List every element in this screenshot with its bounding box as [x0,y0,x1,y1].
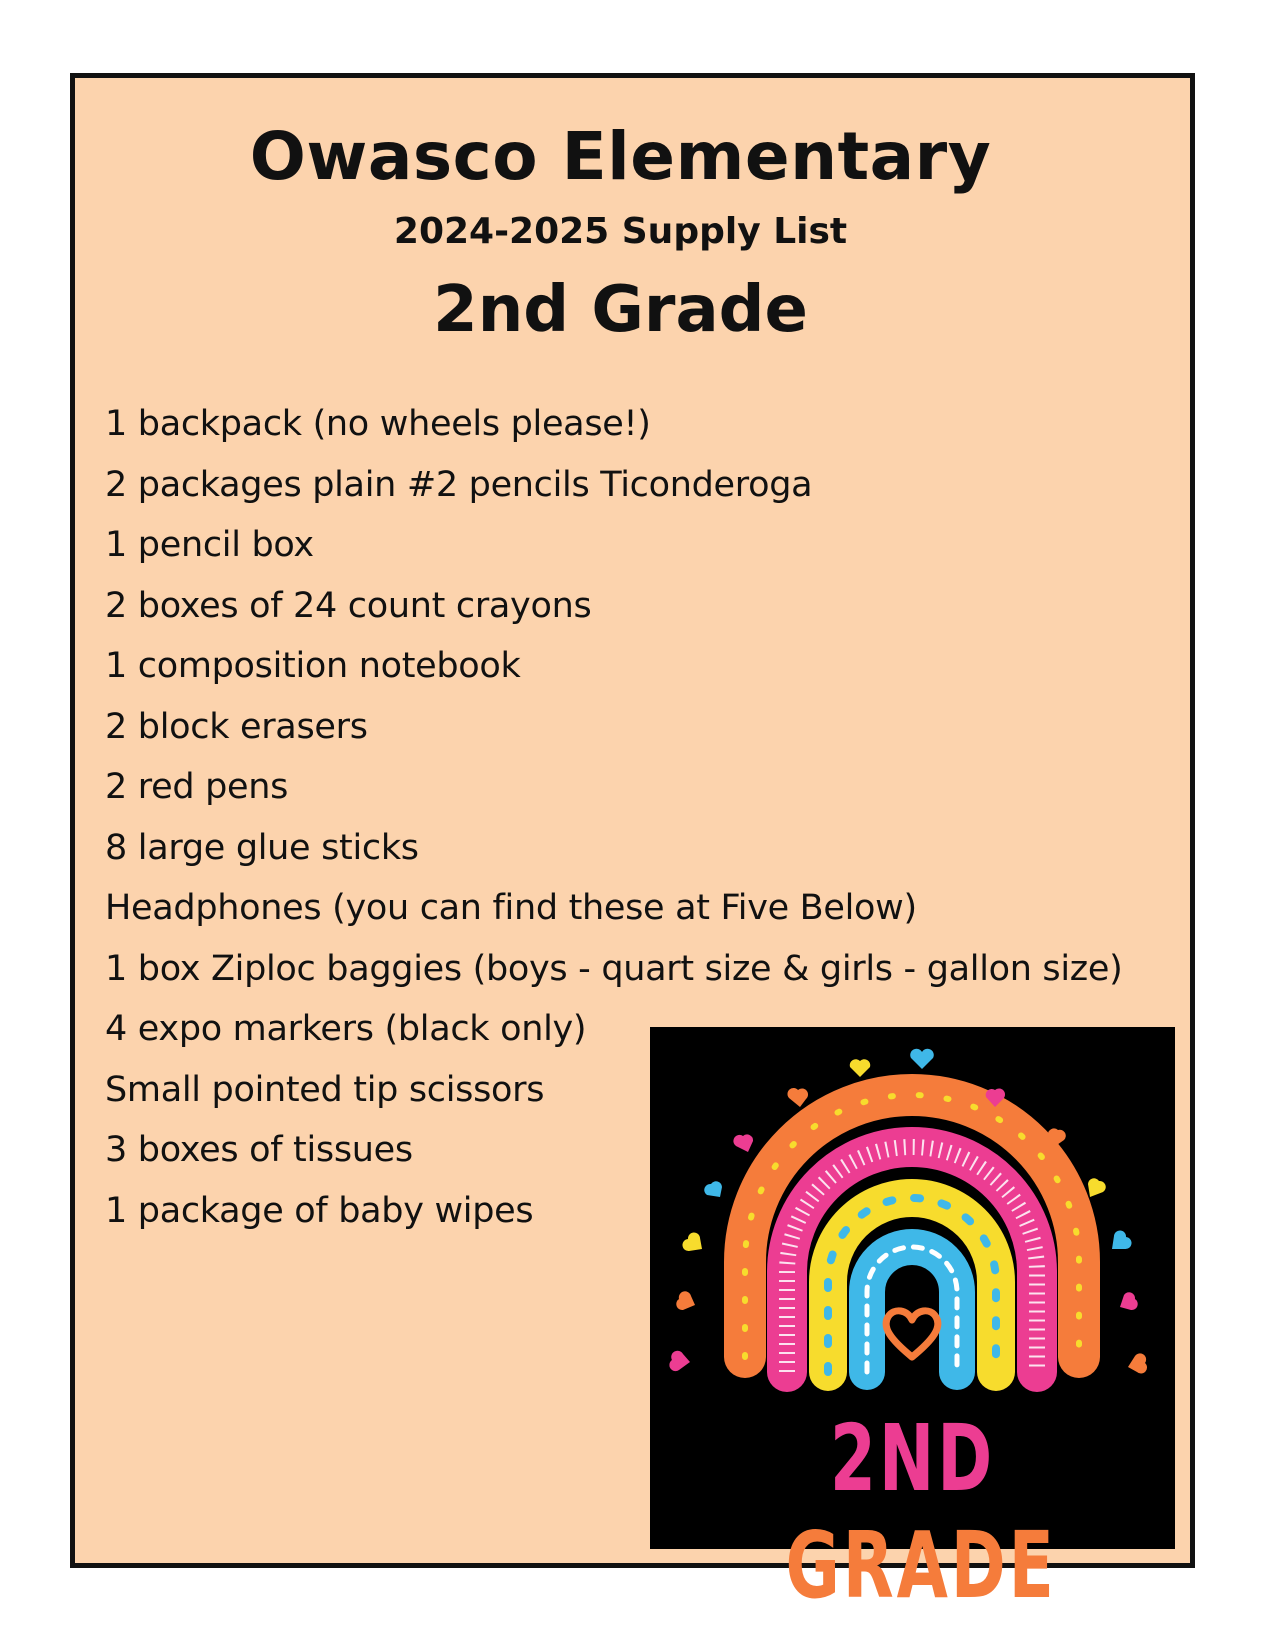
list-item: 4 expo markers (black only) [105,1009,587,1049]
rainbow-badge [650,1027,1175,1619]
list-item: 3 boxes of tissues [105,1130,413,1170]
grade-title: 2nd Grade [433,273,808,347]
list-item: Headphones (you can find these at Five Below) [105,888,917,928]
list-item: 1 backpack (no wheels please!) [105,404,651,444]
list-item: 2 packages plain #2 pencils Ticonderoga [105,464,813,505]
list-item: Small pointed tip scissors [105,1069,545,1110]
list-item: 2 block erasers [105,706,368,747]
list-item: 2 red pens [105,767,289,807]
list-item: 1 package of baby wipes [105,1190,534,1231]
list-item: 2 boxes of 24 count crayons [105,585,592,626]
list-item: 1 box Ziploc baggies (boys - quart size & girls - gallon size) [105,948,1123,989]
list-item: 1 pencil box [105,525,314,565]
list-item: 1 composition notebook [105,646,521,686]
supply-list-frame [70,73,1195,1619]
badge-word-2nd: 2ND [829,1405,996,1512]
school-name: Owasco Elementary [249,118,992,195]
badge-word-grade: GRADE [785,1512,1057,1619]
list-subtitle: 2024-2025 Supply List [393,211,848,252]
badge-label [724,1405,1102,1619]
list-item: 8 large glue sticks [105,827,419,868]
